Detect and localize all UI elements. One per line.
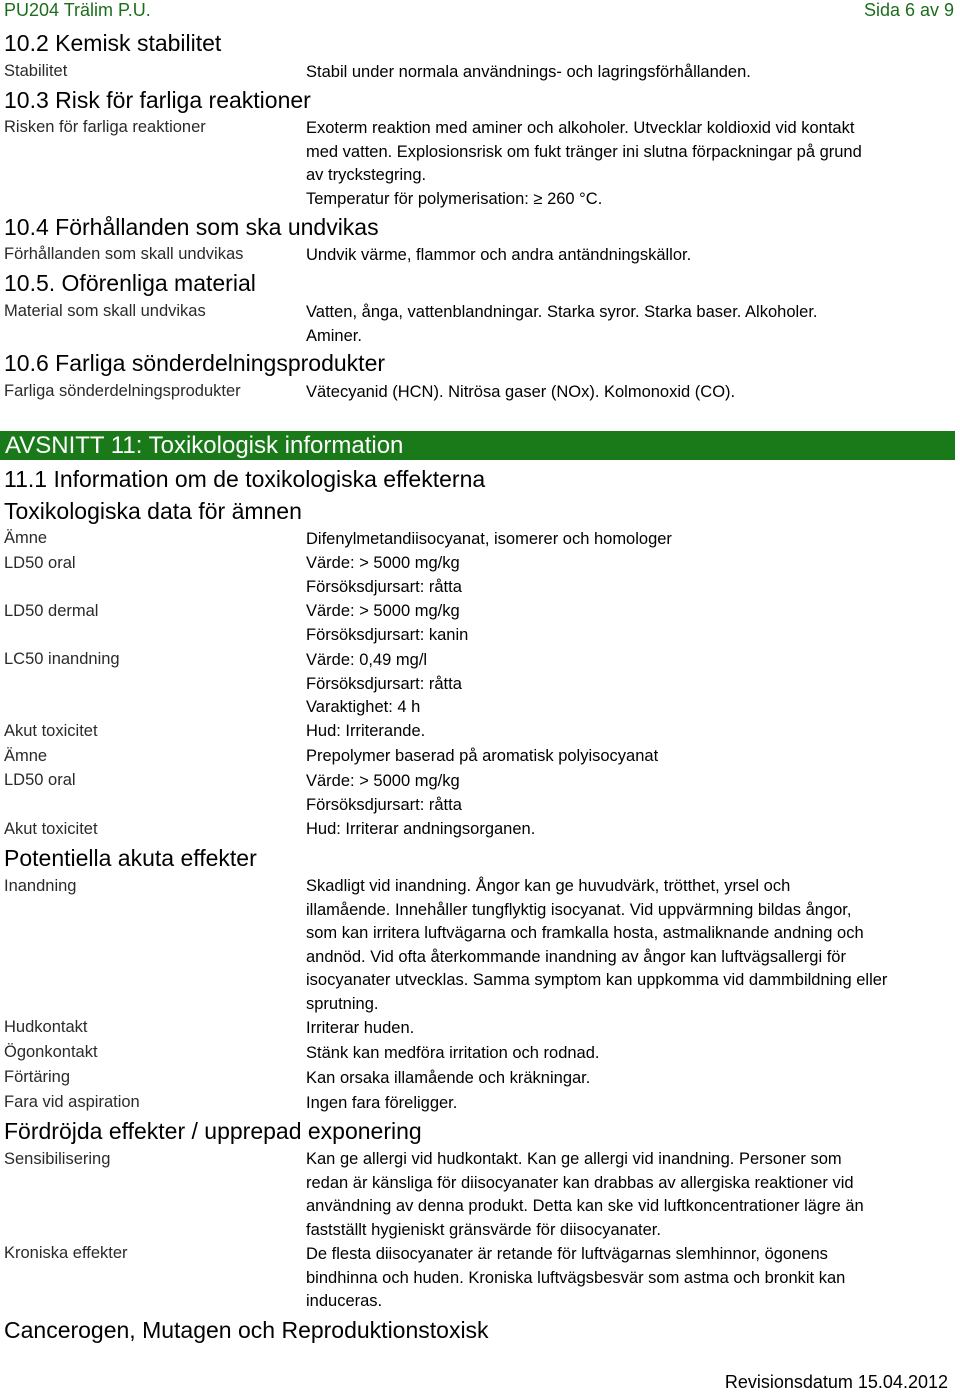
cmr-heading: Cancerogen, Mutagen och Reproduktionstoxisk bbox=[4, 1317, 489, 1343]
delayed-effects-heading: Fördröjda effekter / upprepad exponering bbox=[4, 1118, 422, 1144]
tox-row-label: Ämne bbox=[4, 529, 48, 547]
conditions-to-avoid-value: Undvik värme, flammor och andra antändningskällor. bbox=[306, 246, 692, 264]
acute-row-label: Hudkontakt bbox=[4, 1018, 88, 1036]
tox-row-label: LD50 oral bbox=[4, 554, 76, 572]
conditions-to-avoid-label: Förhållanden som skall undvikas bbox=[4, 245, 244, 263]
incompatible-materials-label: Material som skall undvikas bbox=[4, 302, 206, 320]
acute-row-value: Stänk kan medföra irritation och rodnad. bbox=[306, 1044, 600, 1062]
delayed-row-label: Kroniska effekter bbox=[4, 1244, 128, 1262]
tox-row-value: Värde: > 5000 mg/kg Försöksdjursart: kanin bbox=[306, 602, 469, 644]
decomposition-products-label: Farliga sönderdelningsprodukter bbox=[4, 382, 241, 400]
tox-row-label: LD50 dermal bbox=[4, 602, 99, 620]
delayed-row-value: Kan ge allergi vid hudkontakt. Kan ge allergi vid inandning. Personer som redan är känsliga för diisocyanater kan drabbas av allergiska reaktioner vid användning av denna produkt. Detta kan ske vid luftkoncentrationer lägre än fastställt hygieniskt gränsvärde för diisocyanater. bbox=[306, 1150, 864, 1239]
incompatible-materials-value: Vatten, ånga, vattenblandningar. Starka syror. Starka baser. Alkoholer. Aminer. bbox=[306, 303, 818, 345]
tox-row-value: Difenylmetandiisocyanat, isomerer och homologer bbox=[306, 530, 672, 548]
acute-row-value: Skadligt vid inandning. Ångor kan ge huvudvärk, trötthet, yrsel och illamående. Innehåller tungflyktig isocyanat. Vid uppvärmning bildas ångor, som kan irritera luftvägarna och framkalla hosta, astmaliknande andning och andnöd. Vid ofta återkommande inandning av ångor kan luftvägsallergi för isocyanater utvecklas. Samma symptom kan uppkomma vid dammbildning eller sprutning. bbox=[306, 877, 888, 1013]
stability-value: Stabil under normala användnings- och lagringsförhållanden. bbox=[306, 63, 751, 81]
revision-date: Revisionsdatum 15.04.2012 bbox=[724, 1372, 948, 1392]
section-10-5-heading: 10.5. Oförenliga material bbox=[4, 270, 256, 296]
tox-row-value: Värde: > 5000 mg/kg Försöksdjursart: råtta bbox=[306, 554, 462, 596]
tox-row-value: Hud: Irriterande. bbox=[306, 722, 426, 740]
acute-row-label: Inandning bbox=[4, 877, 77, 895]
tox-row-label: LC50 inandning bbox=[4, 650, 120, 668]
acute-row-label: Ögonkontakt bbox=[4, 1043, 98, 1061]
acute-row-value: Ingen fara föreligger. bbox=[306, 1094, 458, 1112]
tox-row-value: Värde: > 5000 mg/kg Försöksdjursart: råtta bbox=[306, 772, 462, 814]
section-10-2-heading: 10.2 Kemisk stabilitet bbox=[4, 30, 222, 56]
tox-row-label: Akut toxicitet bbox=[4, 722, 98, 740]
document-header-product: PU204 Trälim P.U. bbox=[4, 0, 151, 20]
section-10-6-heading: 10.6 Farliga sönderdelningsprodukter bbox=[4, 350, 386, 376]
section-10-3-heading: 10.3 Risk för farliga reaktioner bbox=[4, 87, 311, 113]
hazardous-reactions-label: Risken för farliga reaktioner bbox=[4, 118, 206, 136]
section-11-banner: AVSNITT 11: Toxikologisk information bbox=[0, 431, 955, 460]
acute-row-value: Kan orsaka illamående och kräkningar. bbox=[306, 1069, 591, 1087]
tox-row-label: Akut toxicitet bbox=[4, 820, 98, 838]
tox-data-heading: Toxikologiska data för ämnen bbox=[4, 498, 302, 524]
tox-row-label: LD50 oral bbox=[4, 771, 76, 789]
section-11-1-heading: 11.1 Information om de toxikologiska effekterna bbox=[4, 466, 486, 492]
delayed-row-value: De flesta diisocyanater är retande för luftvägarnas slemhinnor, ögonens bindhinna och huden. Kroniska luftvägsbesvär som astma och bronkit kan induceras. bbox=[306, 1245, 846, 1310]
stability-label: Stabilitet bbox=[4, 62, 68, 80]
acute-row-label: Förtäring bbox=[4, 1068, 71, 1086]
decomposition-products-value: Vätecyanid (HCN). Nitrösa gaser (NOx). Kolmonoxid (CO). bbox=[306, 383, 736, 401]
acute-row-label: Fara vid aspiration bbox=[4, 1093, 140, 1111]
section-10-4-heading: 10.4 Förhållanden som ska undvikas bbox=[4, 214, 379, 240]
acute-effects-heading: Potentiella akuta effekter bbox=[4, 845, 257, 871]
tox-row-value: Prepolymer baserad på aromatisk polyisocyanat bbox=[306, 747, 659, 765]
tox-row-label: Ämne bbox=[4, 747, 48, 765]
acute-row-value: Irriterar huden. bbox=[306, 1019, 415, 1037]
tox-row-value: Värde: 0,49 mg/l Försöksdjursart: råtta Varaktighet: 4 h bbox=[306, 651, 462, 716]
page-number: Sida 6 av 9 bbox=[863, 0, 954, 20]
tox-row-value: Hud: Irriterar andningsorganen. bbox=[306, 820, 536, 838]
delayed-row-label: Sensibilisering bbox=[4, 1150, 111, 1168]
hazardous-reactions-value: Exoterm reaktion med aminer och alkoholer. Utvecklar koldioxid vid kontakt med vatten. Explosionsrisk om fukt tränger ini slutna förpackningar på grund av tryckstegring. Temperatur för polymerisation: ≥ 260 °C. bbox=[306, 119, 862, 208]
